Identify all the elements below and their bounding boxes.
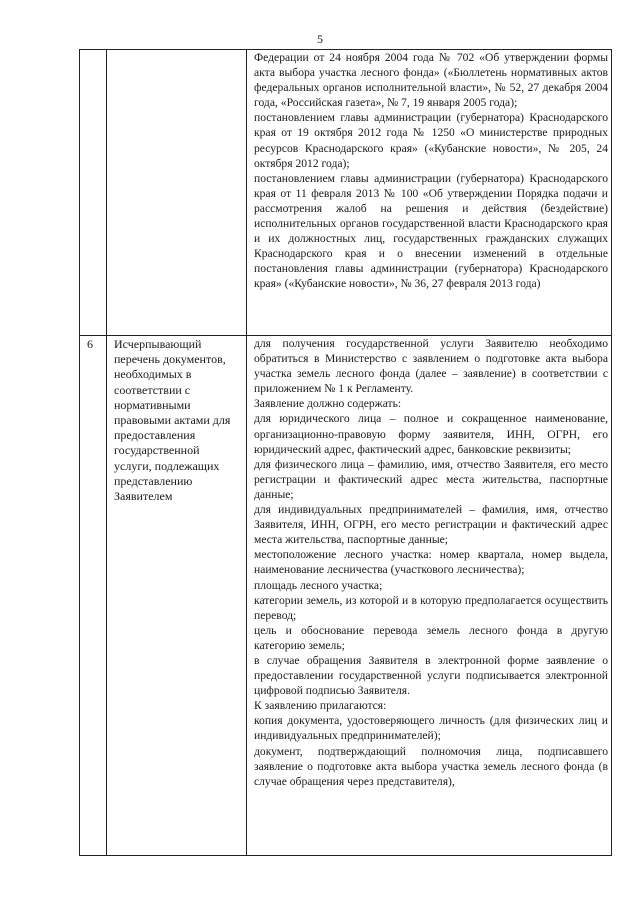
- body-paragraph: площадь лесного участка;: [254, 578, 383, 592]
- body-paragraph: Федерации от 24 ноября 2004 года № 702 «Об утверждении формы акта выбора участка лесного фонда» («Бюллетень нормативных актов федеральных органов исполнительной власти», № 52, 27 декабря 2004 года, «Российская газета», № 7, 19 января 2005 года);: [254, 51, 608, 110]
- title-line: правовыми актами для: [114, 413, 231, 428]
- page-number: 5: [317, 32, 323, 46]
- body-paragraph: К заявлению прилагаются:: [254, 699, 387, 713]
- body-paragraph: местоположение лесного участка: номер квартала, номер выдела, наименование лесничества (участкового лесничества);: [254, 548, 608, 577]
- row-title-cell: [107, 336, 247, 856]
- title-line: государственной: [114, 443, 200, 458]
- body-paragraph: для получения государственной услуги Заявителю необходимо обратиться в Министерство с заявлением о подготовке акта выбора участка земель лесного фонда (далее – заявление) в соответствии с приложением № 1 к Регламенту.: [254, 337, 608, 396]
- title-line: необходимых в: [114, 367, 192, 382]
- title-line: соответствии с: [114, 382, 191, 397]
- title-line: перечень документов,: [114, 352, 226, 367]
- title-line: услуги, подлежащих: [114, 458, 220, 473]
- title-line: Исчерпывающий: [114, 337, 202, 351]
- row-number-cell: 6: [80, 336, 107, 856]
- row-body-cell: [247, 336, 612, 856]
- body-paragraph: документ, подтверждающий полномочия лица, подписавшего заявление о подготовке акта выбора участка земель лесного фонда (в случае обращения через представителя),: [254, 744, 608, 788]
- regulation-table: [79, 49, 612, 856]
- body-paragraph: цель и обоснование перевода земель лесного фонда в другую категорию земель;: [254, 623, 608, 652]
- body-paragraph: для физического лица – фамилию, имя, отчество Заявителя, его место регистрации и фактический адрес места жительства, паспортные данные;: [254, 457, 608, 501]
- body-paragraph: копия документа, удостоверяющего личность (для физических лиц и индивидуальных предпринимателей);: [254, 714, 608, 743]
- body-paragraph: в случае обращения Заявителя в электронной форме заявление о предоставлении государственной услуги подписывается электронной цифровой подписью Заявителя.: [254, 653, 608, 698]
- body-paragraph: постановлением главы администрации (губернатора) Краснодарского края от 11 февраля 2013 № 100 «Об утверждении Порядка подачи и рассмотрения жалоб на решения и действия (бездействие) исполнительных органов государственной власти Краснодарского края и их должностных лиц, государственных гражданских служащих Краснодарского края и о внесении изменений в отдельные постановления главы администрации (губернатора) Краснодарского края» («Кубанские новости», № 36, 27 февраля 2013 года): [254, 171, 608, 291]
- table-row: [80, 336, 612, 856]
- row-body-cell: [247, 50, 612, 336]
- title-line: нормативными: [114, 397, 191, 412]
- body-paragraph: постановлением главы администрации (губернатора) Краснодарского края от 19 октября 2012 года № 1250 «О министерстве природных ресурсов Краснодарского края» («Кубанские новости», № 205, 24 октября 2012 года);: [254, 111, 608, 170]
- title-line: представлению: [114, 473, 193, 488]
- body-paragraph: Заявление должно содержать:: [254, 397, 402, 411]
- body-paragraph: для индивидуальных предпринимателей – фамилия, имя, отчество Заявителя, ИНН, ОГРН, его место регистрации и фактический адрес места жительства, паспортные данные;: [254, 503, 608, 547]
- row-title-cell: [107, 50, 247, 336]
- body-paragraph: категории земель, из которой и в которую предполагается осуществить перевод;: [254, 593, 608, 622]
- body-paragraph: для юридического лица – полное и сокращенное наименование, организационно-правовую форму заявителя, ИНН, ОГРН, его юридический адрес, фактический адрес, банковские реквизиты;: [254, 412, 608, 456]
- table-row: [80, 50, 612, 336]
- row-number-cell: [80, 50, 107, 336]
- title-line: предоставления: [114, 428, 196, 443]
- title-line: Заявителем: [114, 489, 173, 504]
